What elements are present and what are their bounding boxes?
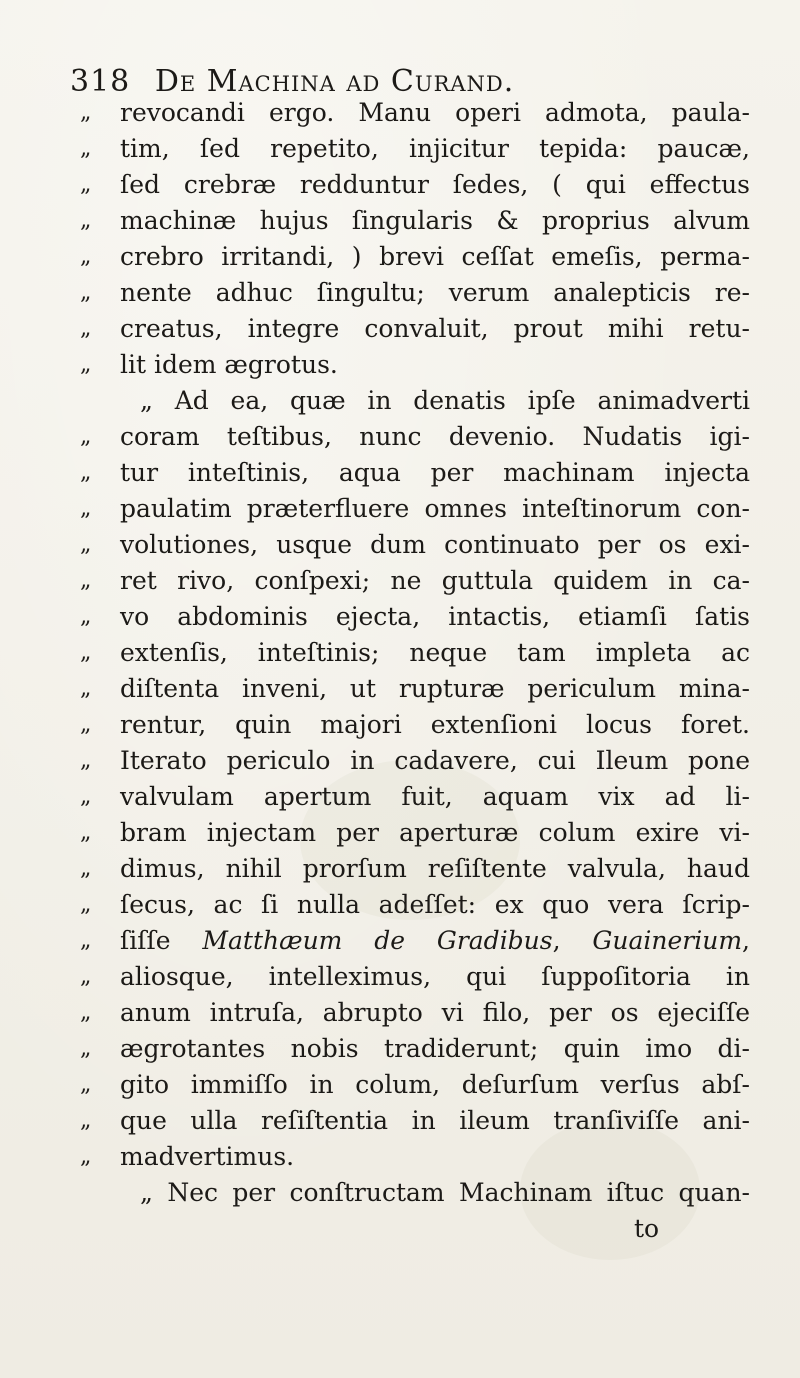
text-line: [80, 529, 780, 561]
text-line: [80, 925, 780, 957]
text-line: [80, 961, 780, 993]
text-line: [80, 1033, 780, 1065]
line-text: „ Ad ea, quæ in denatis ipſe animadverti: [140, 386, 750, 415]
line-text: tim, ſed repetito, injicitur tepida: paucæ,: [120, 134, 750, 163]
line-text: ſed crebræ redduntur ſedes, ( qui effectus: [120, 170, 750, 199]
line-text-roman: ,: [552, 926, 593, 955]
quote-mark: „: [80, 244, 92, 269]
quote-mark: „: [80, 640, 92, 665]
line-text: [120, 925, 750, 957]
line-text: gito immiſſo in colum, deſurſum verſus abſ-: [120, 1070, 750, 1099]
text-line: [80, 457, 780, 489]
quote-mark: „: [80, 964, 92, 989]
text-line: [80, 853, 780, 885]
line-text: madvertimus.: [120, 1142, 295, 1171]
line-text: ſecus, ac ſi nulla adeſſet: ex quo vera ſcrip-: [120, 890, 750, 919]
line-text: machinæ hujus ſingularis & proprius alvum: [120, 206, 750, 235]
quote-mark: „: [80, 856, 92, 881]
quote-mark: „: [80, 604, 92, 629]
quote-mark: „: [80, 712, 92, 737]
line-text: lit idem ægrotus.: [120, 350, 338, 379]
catchword: [634, 1213, 694, 1245]
text-line: [80, 889, 780, 921]
line-text: nente adhuc ſingultu; verum analepticis re-: [120, 278, 750, 307]
line-text-roman: ,: [742, 926, 750, 955]
line-text: rentur, quin majori extenſioni locus foret.: [120, 710, 750, 739]
quote-mark: „: [80, 676, 92, 701]
quote-mark: „: [80, 100, 92, 125]
quote-mark: „: [80, 460, 92, 485]
line-text: coram teſtibus, nunc devenio. Nudatis igi-: [120, 422, 750, 451]
line-text: ægrotantes nobis tradiderunt; quin imo di-: [120, 1034, 750, 1063]
line-text: dimus, nihil prorſum reſiſtente valvula, haud: [120, 854, 750, 883]
line-text: valvulam apertum fuit, aquam vix ad li-: [120, 782, 750, 811]
text-line: [80, 313, 780, 345]
line-text: crebro irritandi, ) brevi ceſſat emeſis, perma-: [120, 242, 750, 271]
quote-mark: „: [80, 892, 92, 917]
text-line: [80, 277, 780, 309]
text-line: [80, 745, 780, 777]
quote-mark: „: [80, 1144, 92, 1169]
header-title-word: De: [154, 64, 197, 99]
quote-mark: „: [80, 1000, 92, 1025]
text-line: [80, 997, 780, 1029]
text-line: [80, 133, 780, 165]
quote-mark: „: [80, 748, 92, 773]
line-text: paulatim præterfluere omnes inteſtinorum con-: [120, 494, 750, 523]
line-text: „ Nec per conſtructam Machinam iſtuc quan-: [140, 1178, 750, 1207]
cited-author-matthaeus: Matthæum de Gradibus: [202, 926, 553, 955]
text-line: [80, 817, 780, 849]
header-title-rest: Machina ad Curand.: [206, 64, 515, 99]
text-line: [80, 169, 780, 201]
text-line: [80, 673, 780, 705]
line-text: vo abdominis ejecta, intactis, etiamſi ſatis: [120, 602, 750, 631]
quote-mark: „: [80, 1072, 92, 1097]
line-text: diſtenta inveni, ut rupturæ periculum mina-: [120, 674, 750, 703]
quote-mark: „: [80, 784, 92, 809]
text-line: [80, 1141, 780, 1173]
line-text: volutiones, usque dum continuato per os exi-: [120, 530, 750, 559]
text-line: [80, 421, 780, 453]
line-text: tur inteſtinis, aqua per machinam injecta: [120, 458, 750, 487]
quote-mark: „: [80, 1036, 92, 1061]
line-text: Iterato periculo in cadavere, cui Ileum pone: [120, 746, 750, 775]
quote-mark: „: [80, 316, 92, 341]
quote-mark: „: [80, 532, 92, 557]
line-text: que ulla reſiſtentia in ileum tranſiviſſe ani-: [120, 1106, 750, 1135]
catchword-text: to: [634, 1214, 660, 1243]
line-text: extenſis, inteſtinis; neque tam impleta ac: [120, 638, 750, 667]
text-line: [80, 1177, 780, 1209]
text-line: [80, 349, 780, 381]
line-text: creatus, integre convaluit, prout mihi retu-: [120, 314, 750, 343]
text-line: [80, 709, 780, 741]
quote-mark: „: [80, 136, 92, 161]
text-line: [80, 97, 780, 129]
text-line: [80, 493, 780, 525]
line-text: ret rivo, conſpexi; ne guttula quidem in ca-: [120, 566, 750, 595]
quote-mark: „: [80, 280, 92, 305]
quote-mark: „: [80, 568, 92, 593]
quote-mark: „: [80, 352, 92, 377]
text-line: [80, 565, 780, 597]
quote-mark: „: [80, 172, 92, 197]
text-line: [80, 205, 780, 237]
text-line: [80, 781, 780, 813]
text-line: [80, 1105, 780, 1137]
text-line: [80, 601, 780, 633]
text-line: [80, 637, 780, 669]
quote-mark: „: [80, 208, 92, 233]
line-text: revocandi ergo. Manu operi admota, paula-: [120, 98, 750, 127]
page-number: 318: [70, 64, 131, 99]
quote-mark: „: [80, 496, 92, 521]
quote-mark: „: [80, 1108, 92, 1133]
line-text: anum intruſa, abrupto vi filo, per os ejeciſſe: [120, 998, 750, 1027]
text-line: [80, 385, 780, 417]
quote-mark: „: [80, 928, 92, 953]
quote-mark: „: [80, 820, 92, 845]
line-text-roman: ſiſſe: [120, 926, 203, 955]
cited-author-guainerius: Guainerium: [592, 926, 743, 955]
text-line: [80, 1069, 780, 1101]
quote-mark: „: [80, 424, 92, 449]
line-text: aliosque, intelleximus, qui ſuppoſitoria in: [120, 962, 750, 991]
text-line: [80, 241, 780, 273]
line-text: bram injectam per aperturæ colum exire vi-: [120, 818, 750, 847]
